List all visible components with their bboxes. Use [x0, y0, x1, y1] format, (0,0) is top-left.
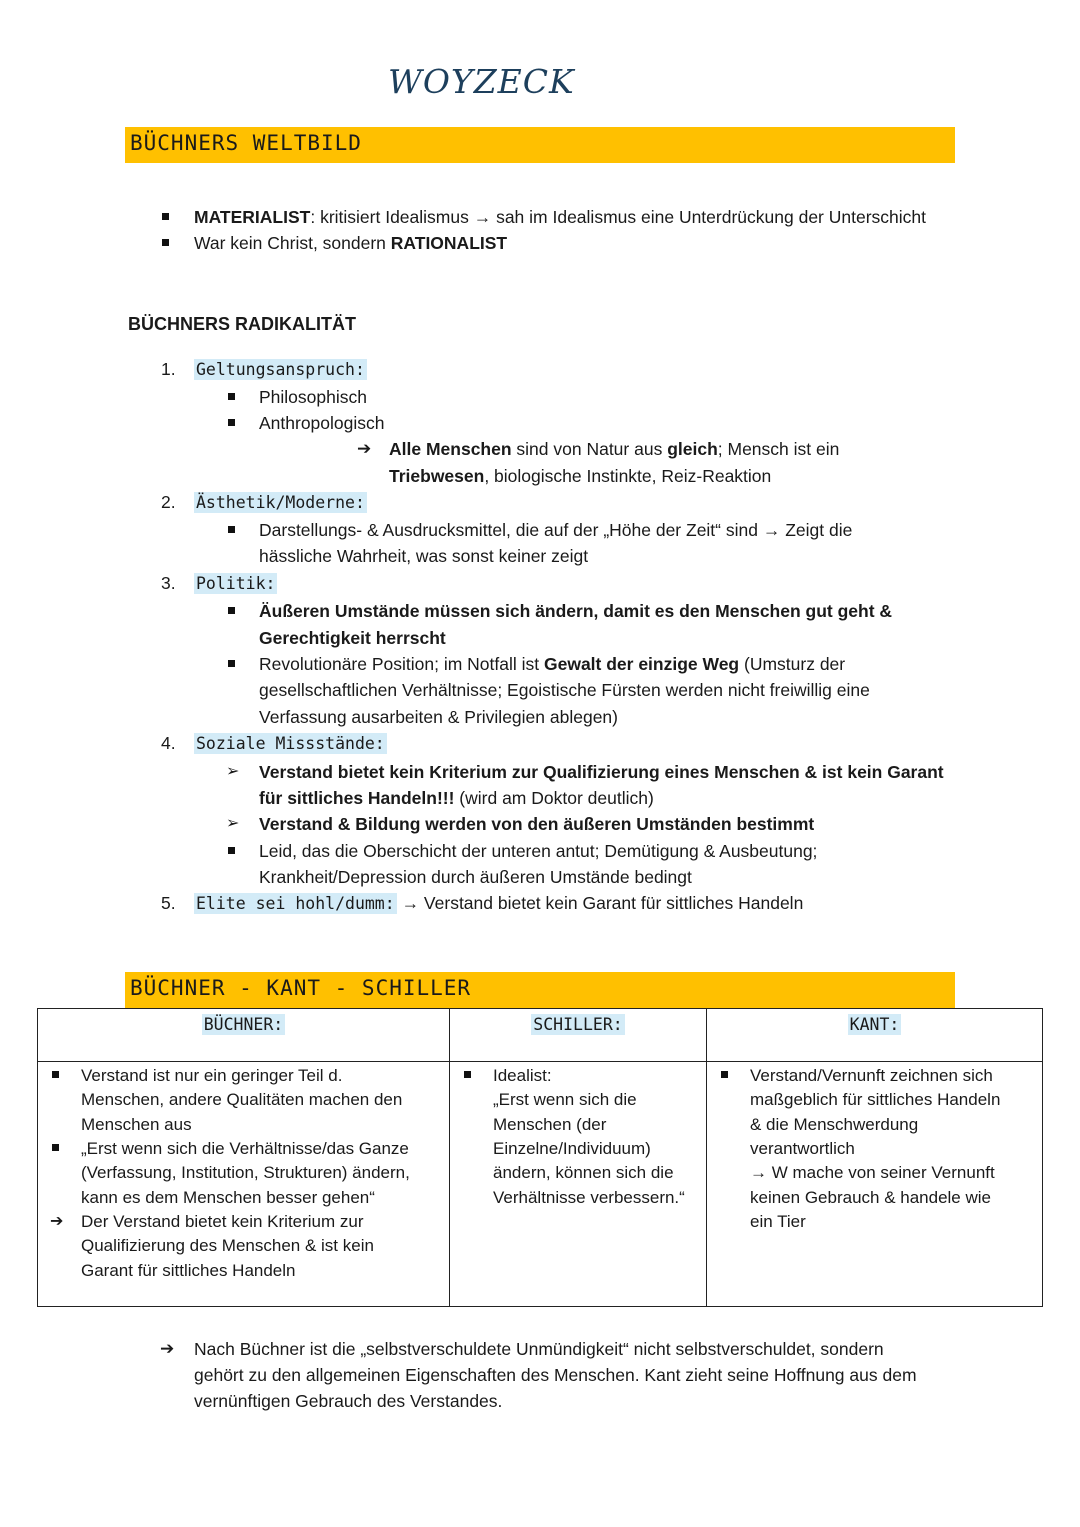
arrow-right-icon: ➔ — [357, 439, 372, 458]
cell-line: (Verfassung, Institution, Strukturen) ändern, — [81, 1163, 410, 1182]
cell-line: Garant für sittliches Handeln — [81, 1261, 296, 1280]
section-heading-label: BÜCHNERS WELTBILD — [130, 131, 362, 155]
bullet-square — [228, 419, 235, 426]
list-number: 5. — [161, 893, 176, 913]
bullet-text: War kein Christ, sondern — [194, 233, 391, 253]
bullet-text: : kritisiert Idealismus → sah im Idealismus eine Unterdrückung der Unterschicht — [310, 207, 926, 227]
cell-line: maßgeblich für sittliches Handeln — [750, 1090, 1001, 1109]
section-heading-label: BÜCHNER - KANT - SCHILLER — [130, 976, 472, 1000]
bullet-square — [228, 607, 235, 614]
cell-buechner — [38, 1062, 450, 1307]
arrow-right-icon: ➔ — [160, 1339, 175, 1358]
cell-line: verantwortlich — [750, 1139, 855, 1158]
bullet-square — [228, 847, 235, 854]
conclusion-line — [389, 463, 771, 489]
text: sind von Natur aus — [511, 439, 668, 459]
bold-term: Alle Menschen — [389, 439, 512, 459]
cell-line: „Erst wenn sich die Verhältnisse/das Ganze — [81, 1139, 409, 1158]
header-schiller — [450, 1009, 707, 1062]
list-number: 3. — [161, 573, 176, 593]
sub-item: Krankheit/Depression durch äußeren Umstände bedingt — [259, 867, 692, 887]
list-item-label — [194, 730, 387, 757]
bold-term: Triebwesen — [389, 466, 485, 486]
list-item-label — [194, 356, 367, 383]
sub-item: Verstand bietet kein Kriterium zur Qualifizierung eines Menschen & ist kein Garant — [259, 762, 944, 782]
section-heading-radikalitaet: BÜCHNERS RADIKALITÄT — [128, 314, 356, 334]
cell-line: & die Menschwerdung — [750, 1115, 919, 1134]
text: (wird am Doktor deutlich) — [454, 788, 654, 808]
weltbild-bullet-1 — [194, 204, 926, 230]
conclusion-line — [389, 436, 839, 462]
bullet-square — [721, 1071, 728, 1078]
arrow-right-icon: ➔ — [50, 1213, 64, 1230]
section-heading-weltbild — [125, 127, 955, 163]
sub-item: Gerechtigkeit herrscht — [259, 628, 446, 648]
bullet-square — [162, 239, 169, 246]
text: ; Mensch ist ein — [717, 439, 840, 459]
bold-term: RATIONALIST — [390, 233, 508, 253]
sub-item — [259, 651, 845, 677]
header-label: BÜCHNER: — [203, 1015, 284, 1034]
sub-item: Darstellungs- & Ausdrucksmittel, die auf der „Höhe der Zeit“ sind → Zeigt die — [259, 520, 853, 540]
list-item-label — [194, 890, 803, 917]
sub-item — [259, 785, 654, 811]
cell-line: Menschen, andere Qualitäten machen den — [81, 1090, 403, 1109]
list-number: 2. — [161, 492, 176, 512]
sub-item: Verstand & Bildung werden von den äußeren Umständen bestimmt — [259, 814, 815, 834]
cell-line: Qualifizierung des Menschen & ist kein — [81, 1236, 374, 1255]
cell-line: Verstand ist nur ein geringer Teil d. — [81, 1066, 343, 1085]
sub-item: Verfassung ausarbeiten & Privilegien ablegen) — [259, 707, 618, 727]
bold-term: Gewalt der einzige Weg — [543, 654, 740, 674]
header-kant — [707, 1009, 1043, 1062]
cell-line: Idealist: — [493, 1066, 552, 1085]
bold-term: MATERIALIST — [194, 207, 311, 227]
bold-term: für sittliches Handeln!!! — [259, 788, 455, 808]
cell-line: → W mache von seiner Vernunft — [750, 1163, 995, 1182]
bullet-square — [52, 1144, 59, 1151]
header-label: SCHILLER: — [533, 1015, 623, 1034]
list-item-label — [194, 570, 277, 597]
bullet-square — [228, 393, 235, 400]
table-row — [38, 1062, 1043, 1307]
cell-kant — [707, 1062, 1043, 1307]
conclusion-line: Nach Büchner ist die „selbstverschuldete Unmündigkeit“ nicht selbstverschuldet, sondern — [194, 1339, 884, 1359]
cell-line: ändern, können sich die — [493, 1163, 674, 1182]
weltbild-bullet-2 — [194, 230, 507, 256]
list-number: 4. — [161, 733, 176, 753]
cell-line: keinen Gebrauch & handele wie — [750, 1188, 991, 1207]
header-label: KANT: — [849, 1015, 900, 1034]
cell-schiller — [450, 1062, 707, 1307]
highlighted-label: Ästhetik/Moderne: — [196, 493, 365, 512]
cell-line: Menschen (der — [493, 1115, 607, 1134]
comparison-table — [37, 1008, 1043, 1307]
list-item-label — [194, 489, 367, 516]
item-text: → Verstand bietet kein Garant für sittliches Handeln — [401, 893, 804, 913]
list-number: 1. — [161, 359, 176, 379]
text: , biologische Instinkte, Reiz-Reaktion — [484, 466, 772, 486]
cell-line: Menschen aus — [81, 1115, 192, 1134]
arrowhead-icon: ➢ — [226, 763, 240, 780]
page-title: WOYZECK — [388, 62, 575, 101]
highlighted-label: Elite sei hohl/dumm: — [196, 894, 395, 913]
highlighted-label: Geltungsanspruch: — [196, 360, 365, 379]
bold-term: gleich — [667, 439, 718, 459]
cell-line: Verhältnisse verbessern.“ — [493, 1188, 685, 1207]
bullet-square — [162, 213, 169, 220]
sub-item: Philosophisch — [259, 387, 367, 407]
table-header-row — [38, 1009, 1043, 1062]
bullet-square — [464, 1071, 471, 1078]
highlighted-label: Soziale Missstände: — [196, 734, 385, 753]
section-heading-comparison — [125, 972, 955, 1008]
cell-line: „Erst wenn sich die — [493, 1090, 637, 1109]
sub-item: Anthropologisch — [259, 413, 385, 433]
bullet-square — [228, 660, 235, 667]
cell-line: kann es dem Menschen besser gehen“ — [81, 1188, 375, 1207]
conclusion-line: gehört zu den allgemeinen Eigenschaften des Menschen. Kant zieht seine Hoffnung aus dem — [194, 1365, 917, 1385]
cell-line: ein Tier — [750, 1212, 806, 1231]
sub-item: hässliche Wahrheit, was sonst keiner zeigt — [259, 546, 589, 566]
arrowhead-icon: ➢ — [226, 815, 240, 832]
conclusion-line: vernünftigen Gebrauch des Verstandes. — [194, 1391, 503, 1411]
bullet-square — [52, 1071, 59, 1078]
cell-line: Der Verstand bietet kein Kriterium zur — [81, 1212, 364, 1231]
highlighted-label: Politik: — [196, 574, 276, 593]
text: (Umsturz der — [739, 654, 846, 674]
sub-item: Äußeren Umstände müssen sich ändern, damit es den Menschen gut geht & — [259, 601, 893, 621]
cell-line: Verstand/Vernunft zeichnen sich — [750, 1066, 993, 1085]
header-buechner — [38, 1009, 450, 1062]
bullet-square — [228, 526, 235, 533]
cell-line: Einzelne/Individuum) — [493, 1139, 651, 1158]
sub-item: gesellschaftlichen Verhältnisse; Egoistische Fürsten werden nicht freiwillig eine — [259, 680, 870, 700]
sub-item: Leid, das die Oberschicht der unteren antut; Demütigung & Ausbeutung; — [259, 841, 818, 861]
text: Revolutionäre Position; im Notfall ist — [259, 654, 544, 674]
